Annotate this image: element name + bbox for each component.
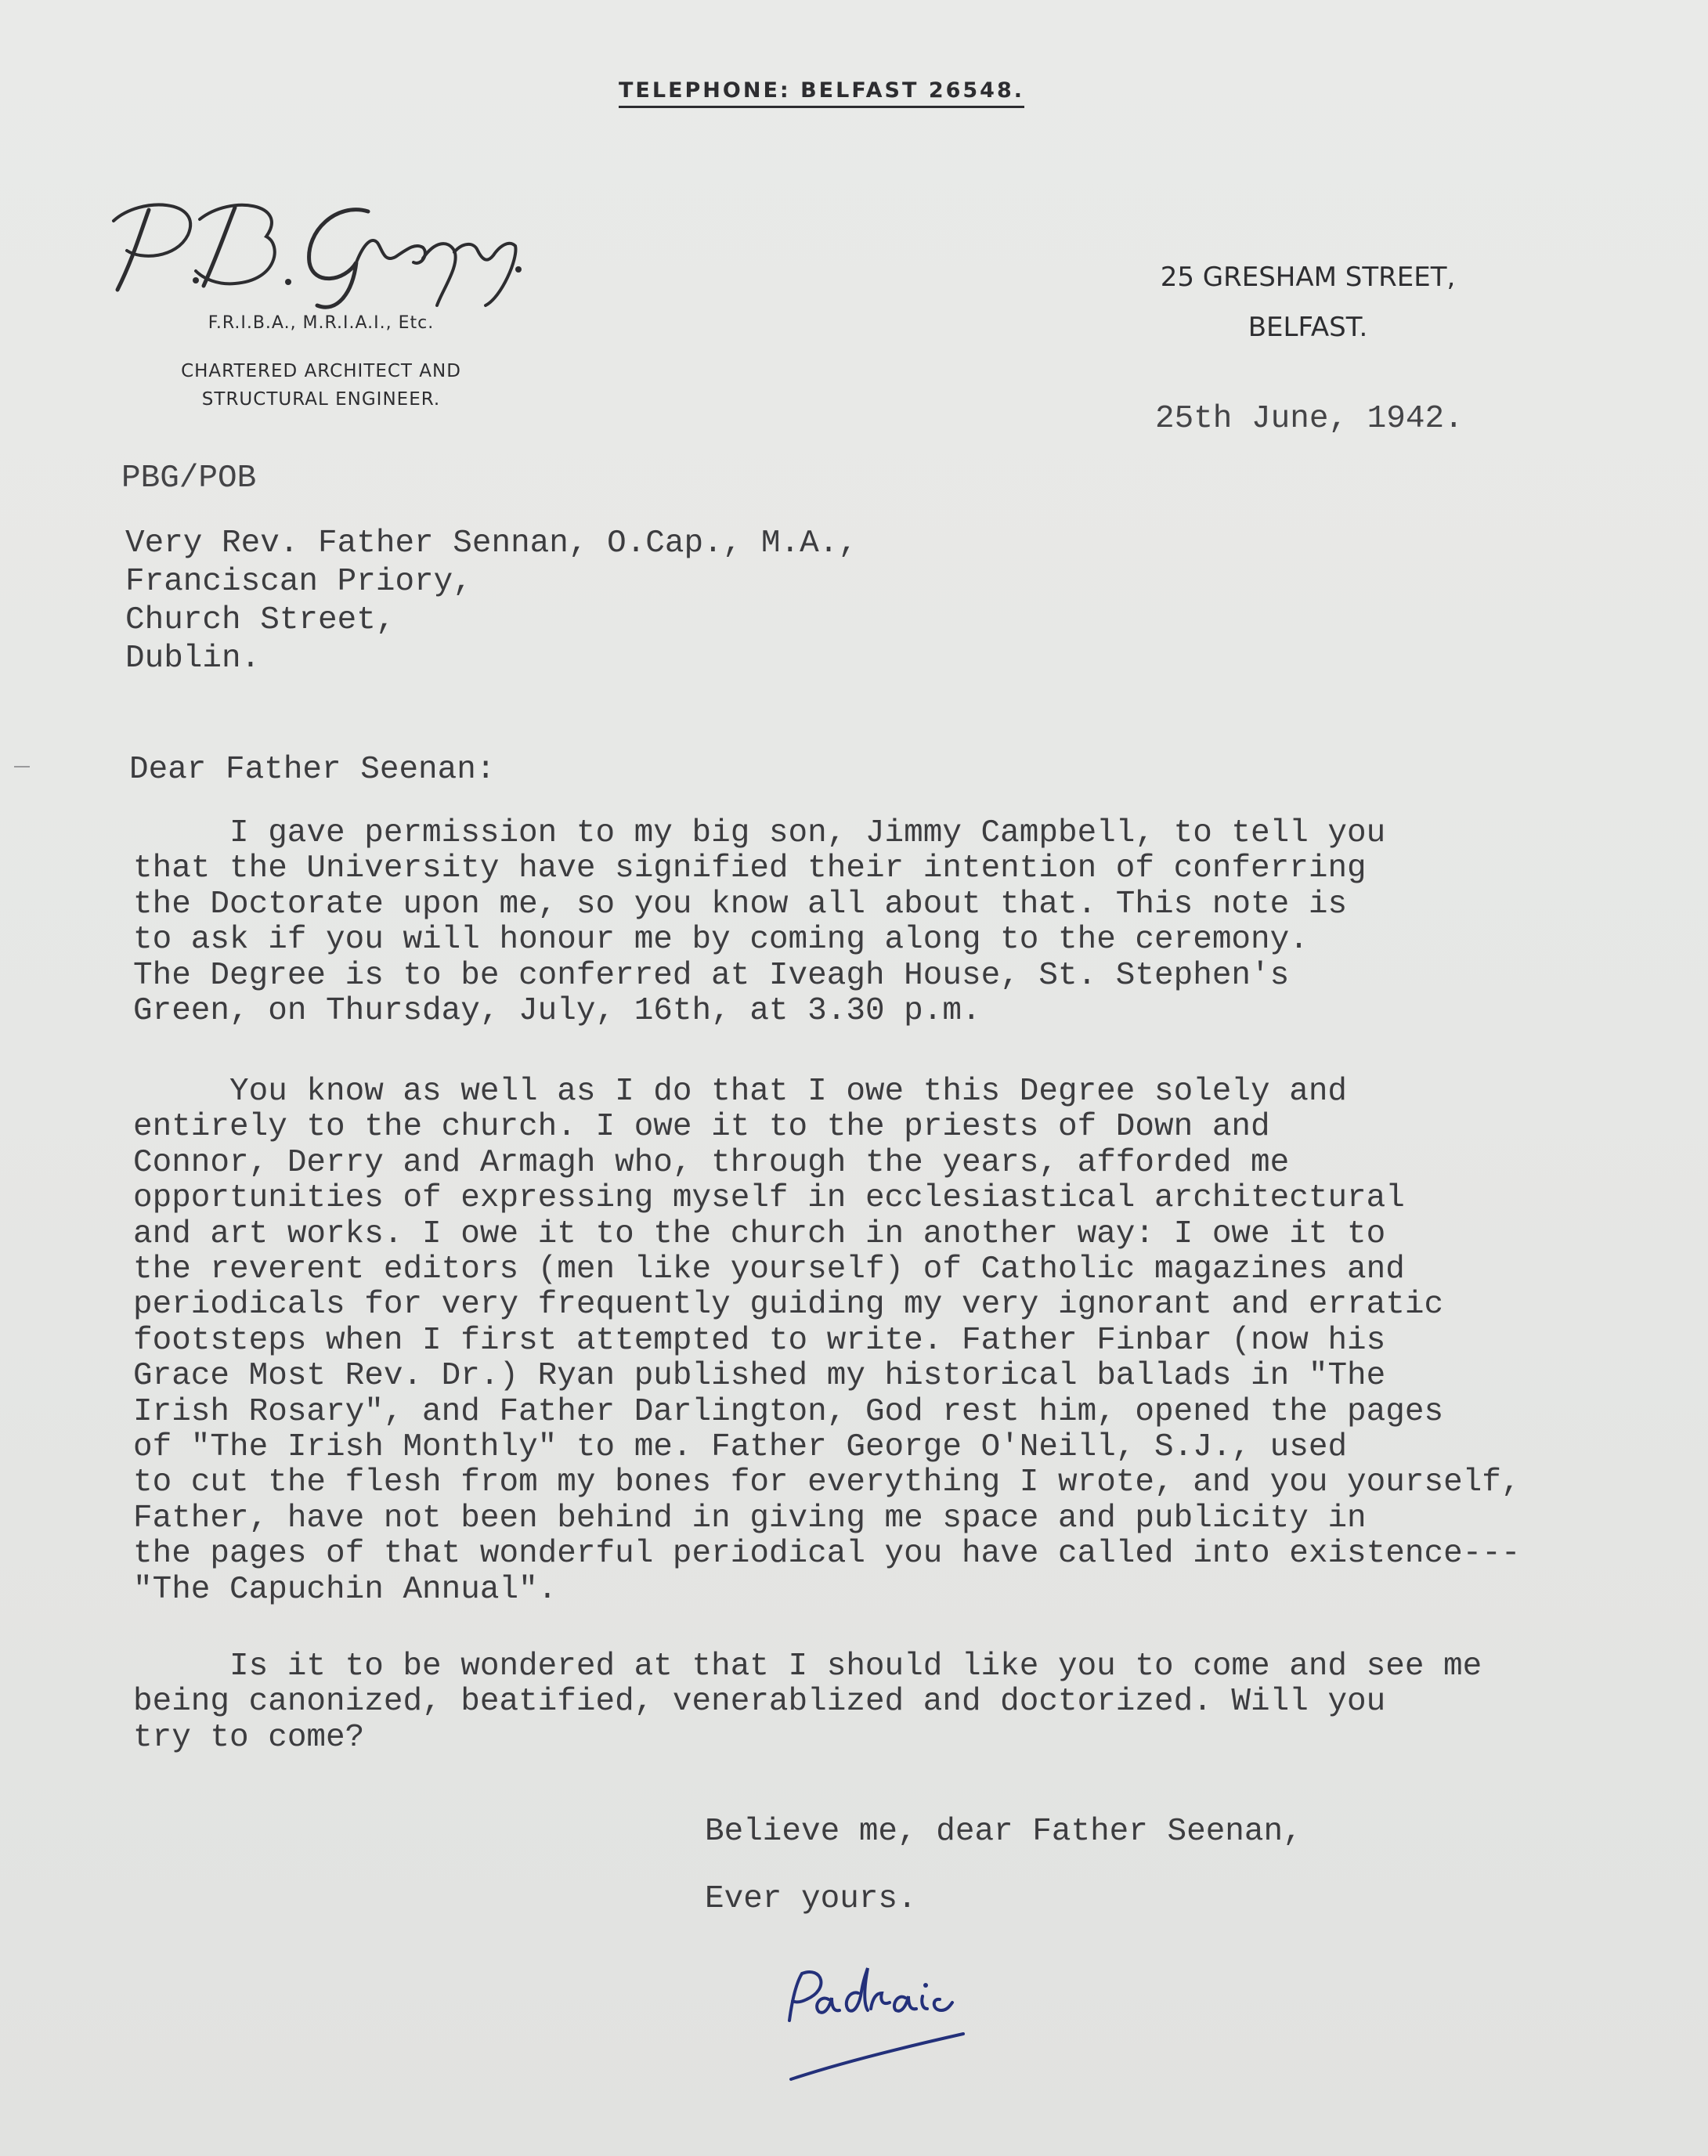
recipient-line: Franciscan Priory,: [125, 564, 472, 600]
letterhead-address: [1128, 252, 1488, 352]
profession-line: STRUCTURAL ENGINEER.: [201, 389, 441, 410]
letterhead-profession: [141, 357, 501, 414]
body-line: to cut the flesh from my bones for everything I wrote, and you yourself,: [133, 1464, 1521, 1501]
body-line: The Degree is to be conferred at Iveagh House, St. Stephen's: [133, 957, 1290, 994]
handwritten-signature: [775, 1962, 979, 2095]
letterhead-name-logo: [86, 188, 525, 313]
body-line: that the University have signified their intention of conferring: [133, 850, 1367, 887]
body-line: to ask if you will honour me by coming along to the ceremony.: [133, 922, 1309, 959]
body-line: periodicals for very frequently guiding my very ignorant and erratic: [133, 1287, 1444, 1324]
body-line: Irish Rosary", and Father Darlington, God rest him, opened the pages: [133, 1393, 1444, 1430]
address-line: BELFAST.: [1248, 312, 1368, 343]
body-line: the pages of that wonderful periodical you have called into existence---: [133, 1536, 1521, 1573]
letterhead-credentials: F.R.I.B.A., M.R.I.A.I., Etc.: [208, 313, 435, 333]
body-line: opportunities of expressing myself in ecclesiastical architectural: [133, 1180, 1405, 1217]
body-line: Grace Most Rev. Dr.) Ryan published my historical ballads in "The: [133, 1358, 1386, 1395]
body-line: Father, have not been behind in giving me space and publicity in: [133, 1500, 1367, 1537]
body-line: and art works. I owe it to the church in another way: I owe it to: [133, 1215, 1386, 1252]
letter-date: 25th June, 1942.: [1155, 401, 1464, 437]
salutation: Dear Father Seenan:: [129, 752, 496, 788]
body-paragraph-2: [133, 1074, 1521, 1608]
letterhead-telephone: TELEPHONE: BELFAST 26548.: [619, 78, 1024, 108]
recipient-address: [125, 525, 858, 678]
body-line: Connor, Derry and Armagh who, through the years, afforded me: [133, 1144, 1290, 1181]
body-line: try to come?: [133, 1719, 365, 1756]
profession-line: CHARTERED ARCHITECT AND: [181, 361, 461, 381]
closing: [705, 1798, 1302, 1933]
body-line: being canonized, beatified, venerablized and doctorized. Will you: [133, 1684, 1386, 1721]
body-line: Is it to be wondered at that I should like you to come and see me: [229, 1649, 1482, 1685]
body-line: I gave permission to my big son, Jimmy Campbell, to tell you: [229, 815, 1386, 851]
body-line: of "The Irish Monthly" to me. Father George O'Neill, S.J., used: [133, 1429, 1348, 1466]
body-line: "The Capuchin Annual".: [133, 1571, 558, 1608]
body-line: footsteps when I first attempted to write. Father Finbar (now his: [133, 1322, 1386, 1359]
margin-mark: [14, 766, 30, 767]
address-line: 25 GRESHAM STREET,: [1160, 262, 1456, 293]
recipient-line: Very Rev. Father Sennan, O.Cap., M.A.,: [125, 525, 858, 562]
body-line: the Doctorate upon me, so you know all about that. This note is: [133, 886, 1348, 923]
closing-line: Believe me, dear Father Seenan,: [705, 1814, 1302, 1850]
body-line: entirely to the church. I owe it to the priests of Down and: [133, 1109, 1270, 1146]
reference-code: PBG/POB: [121, 460, 257, 497]
closing-line: Ever yours.: [705, 1881, 917, 1917]
body-line: the reverent editors (men like yourself) of Catholic magazines and: [133, 1251, 1405, 1288]
recipient-line: Dublin.: [125, 641, 261, 677]
body-line: Green, on Thursday, July, 16th, at 3.30 p.m.: [133, 993, 981, 1030]
recipient-line: Church Street,: [125, 602, 395, 638]
body-paragraph-3: [133, 1649, 1482, 1756]
body-line: You know as well as I do that I owe this Degree solely and: [229, 1074, 1348, 1110]
body-paragraph-1: [133, 816, 1385, 1029]
